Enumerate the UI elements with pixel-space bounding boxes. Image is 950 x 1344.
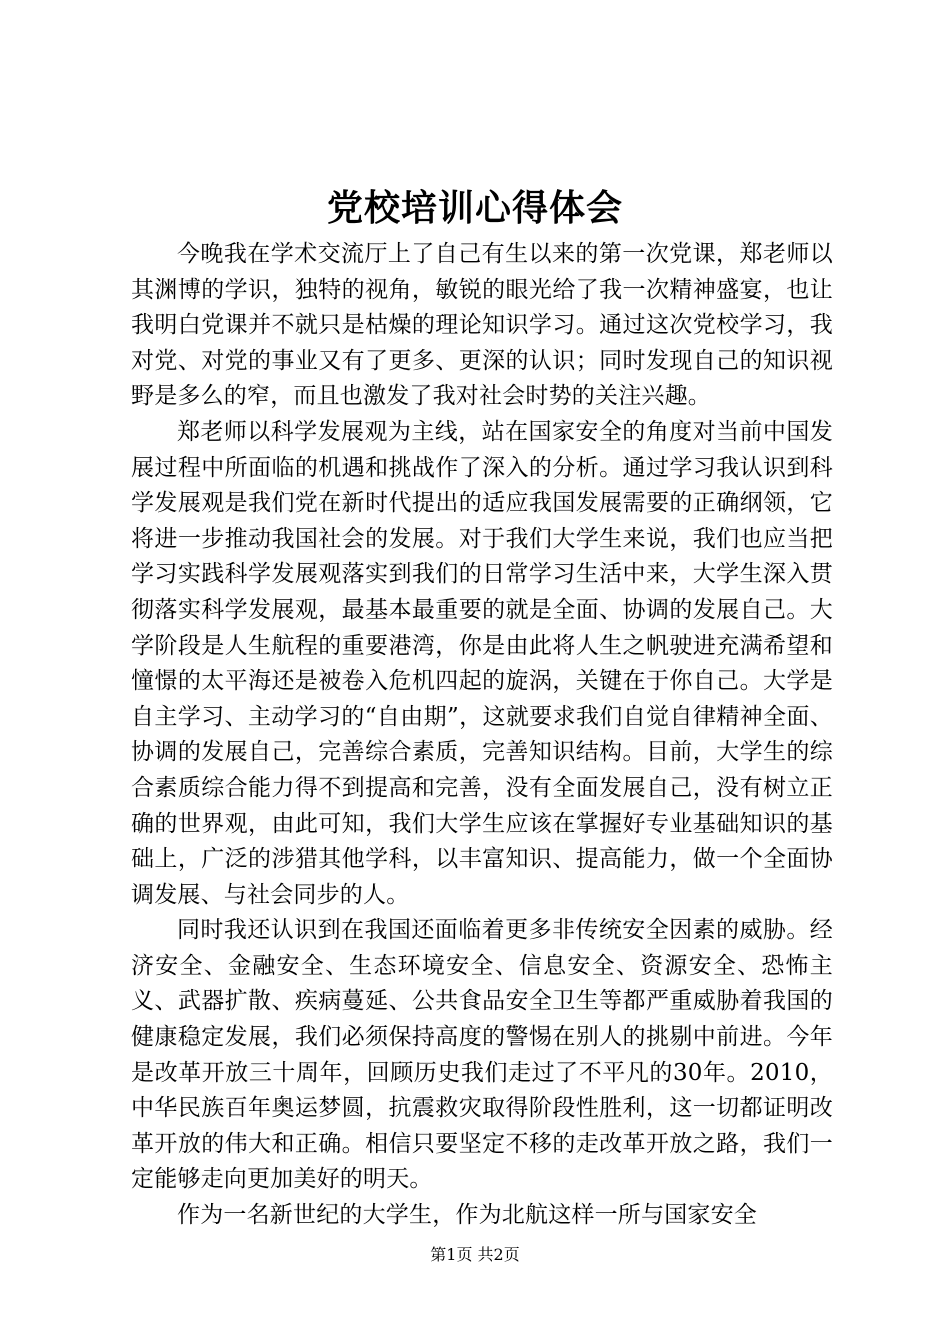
document-title: 党校培训心得体会: [326, 187, 623, 229]
document-body: [131, 237, 833, 1234]
paragraph-1: 今晚我在学术交流厅上了自己有生以来的第一次党课，郑老师以其渊博的学识，独特的视角，敏锐的眼光给了我一次精神盛宴，也让我明白党课并不就只是枯燥的理论知识学习。通过这次党校学习，我对党、对党的事业又有了更多、更深的认识；同时发现自己的知识视野是多么的窄，而且也激发了我对社会时势的关注兴趣。: [131, 241, 833, 410]
page-footer: 第1页 共2页: [430, 1245, 520, 1264]
paragraph-4: 作为一名新世纪的大学生，作为北航这样一所与国家安全: [177, 1202, 757, 1229]
paragraph-3: 同时我还认识到在我国还面临着更多非传统安全因素的威胁。经济安全、金融安全、生态环境安全、信息安全、资源安全、恐怖主义、武器扩散、疾病蔓延、公共食品安全卫生等都严重威胁着我国的健康稳定发展，我们必须保持高度的警惕在别人的挑剔中前进。今年是改革开放三十周年，回顾历史我们走过了不平凡的30年。2010，中华民族百年奥运梦圆，抗震救灾取得阶段性胜利，这一切都证明改革开放的伟大和正确。相信只要坚定不移的走改革开放之路，我们一定能够走向更加美好的明天。: [131, 917, 833, 1193]
paragraph-2: 郑老师以科学发展观为主线，站在国家安全的角度对当前中国发展过程中所面临的机遇和挑战作了深入的分析。通过学习我认识到科学发展观是我们党在新时代提出的适应我国发展需要的正确纲领，它将进一步推动我国社会的发展。对于我们大学生来说，我们也应当把学习实践科学发展观落实到我们的日常学习生活中来，大学生深入贯彻落实科学发展观，最基本最重要的就是全面、协调的发展自己。大学阶段是人生航程的重要港湾，你是由此将人生之帆驶进充满希望和憧憬的太平海还是被卷入危机四起的旋涡，关键在于你自己。大学是自主学习、主动学习的“自由期”，这就要求我们自觉自律精神全面、协调的发展自己，完善综合素质，完善知识结构。目前，大学生的综合素质综合能力得不到提高和完善，没有全面发展自己，没有树立正确的世界观，由此可知，我们大学生应该在掌握好专业基础知识的基础上，广泛的涉猎其他学科，以丰富知识、提高能力，做一个全面协调发展、与社会同步的人。: [131, 418, 833, 908]
